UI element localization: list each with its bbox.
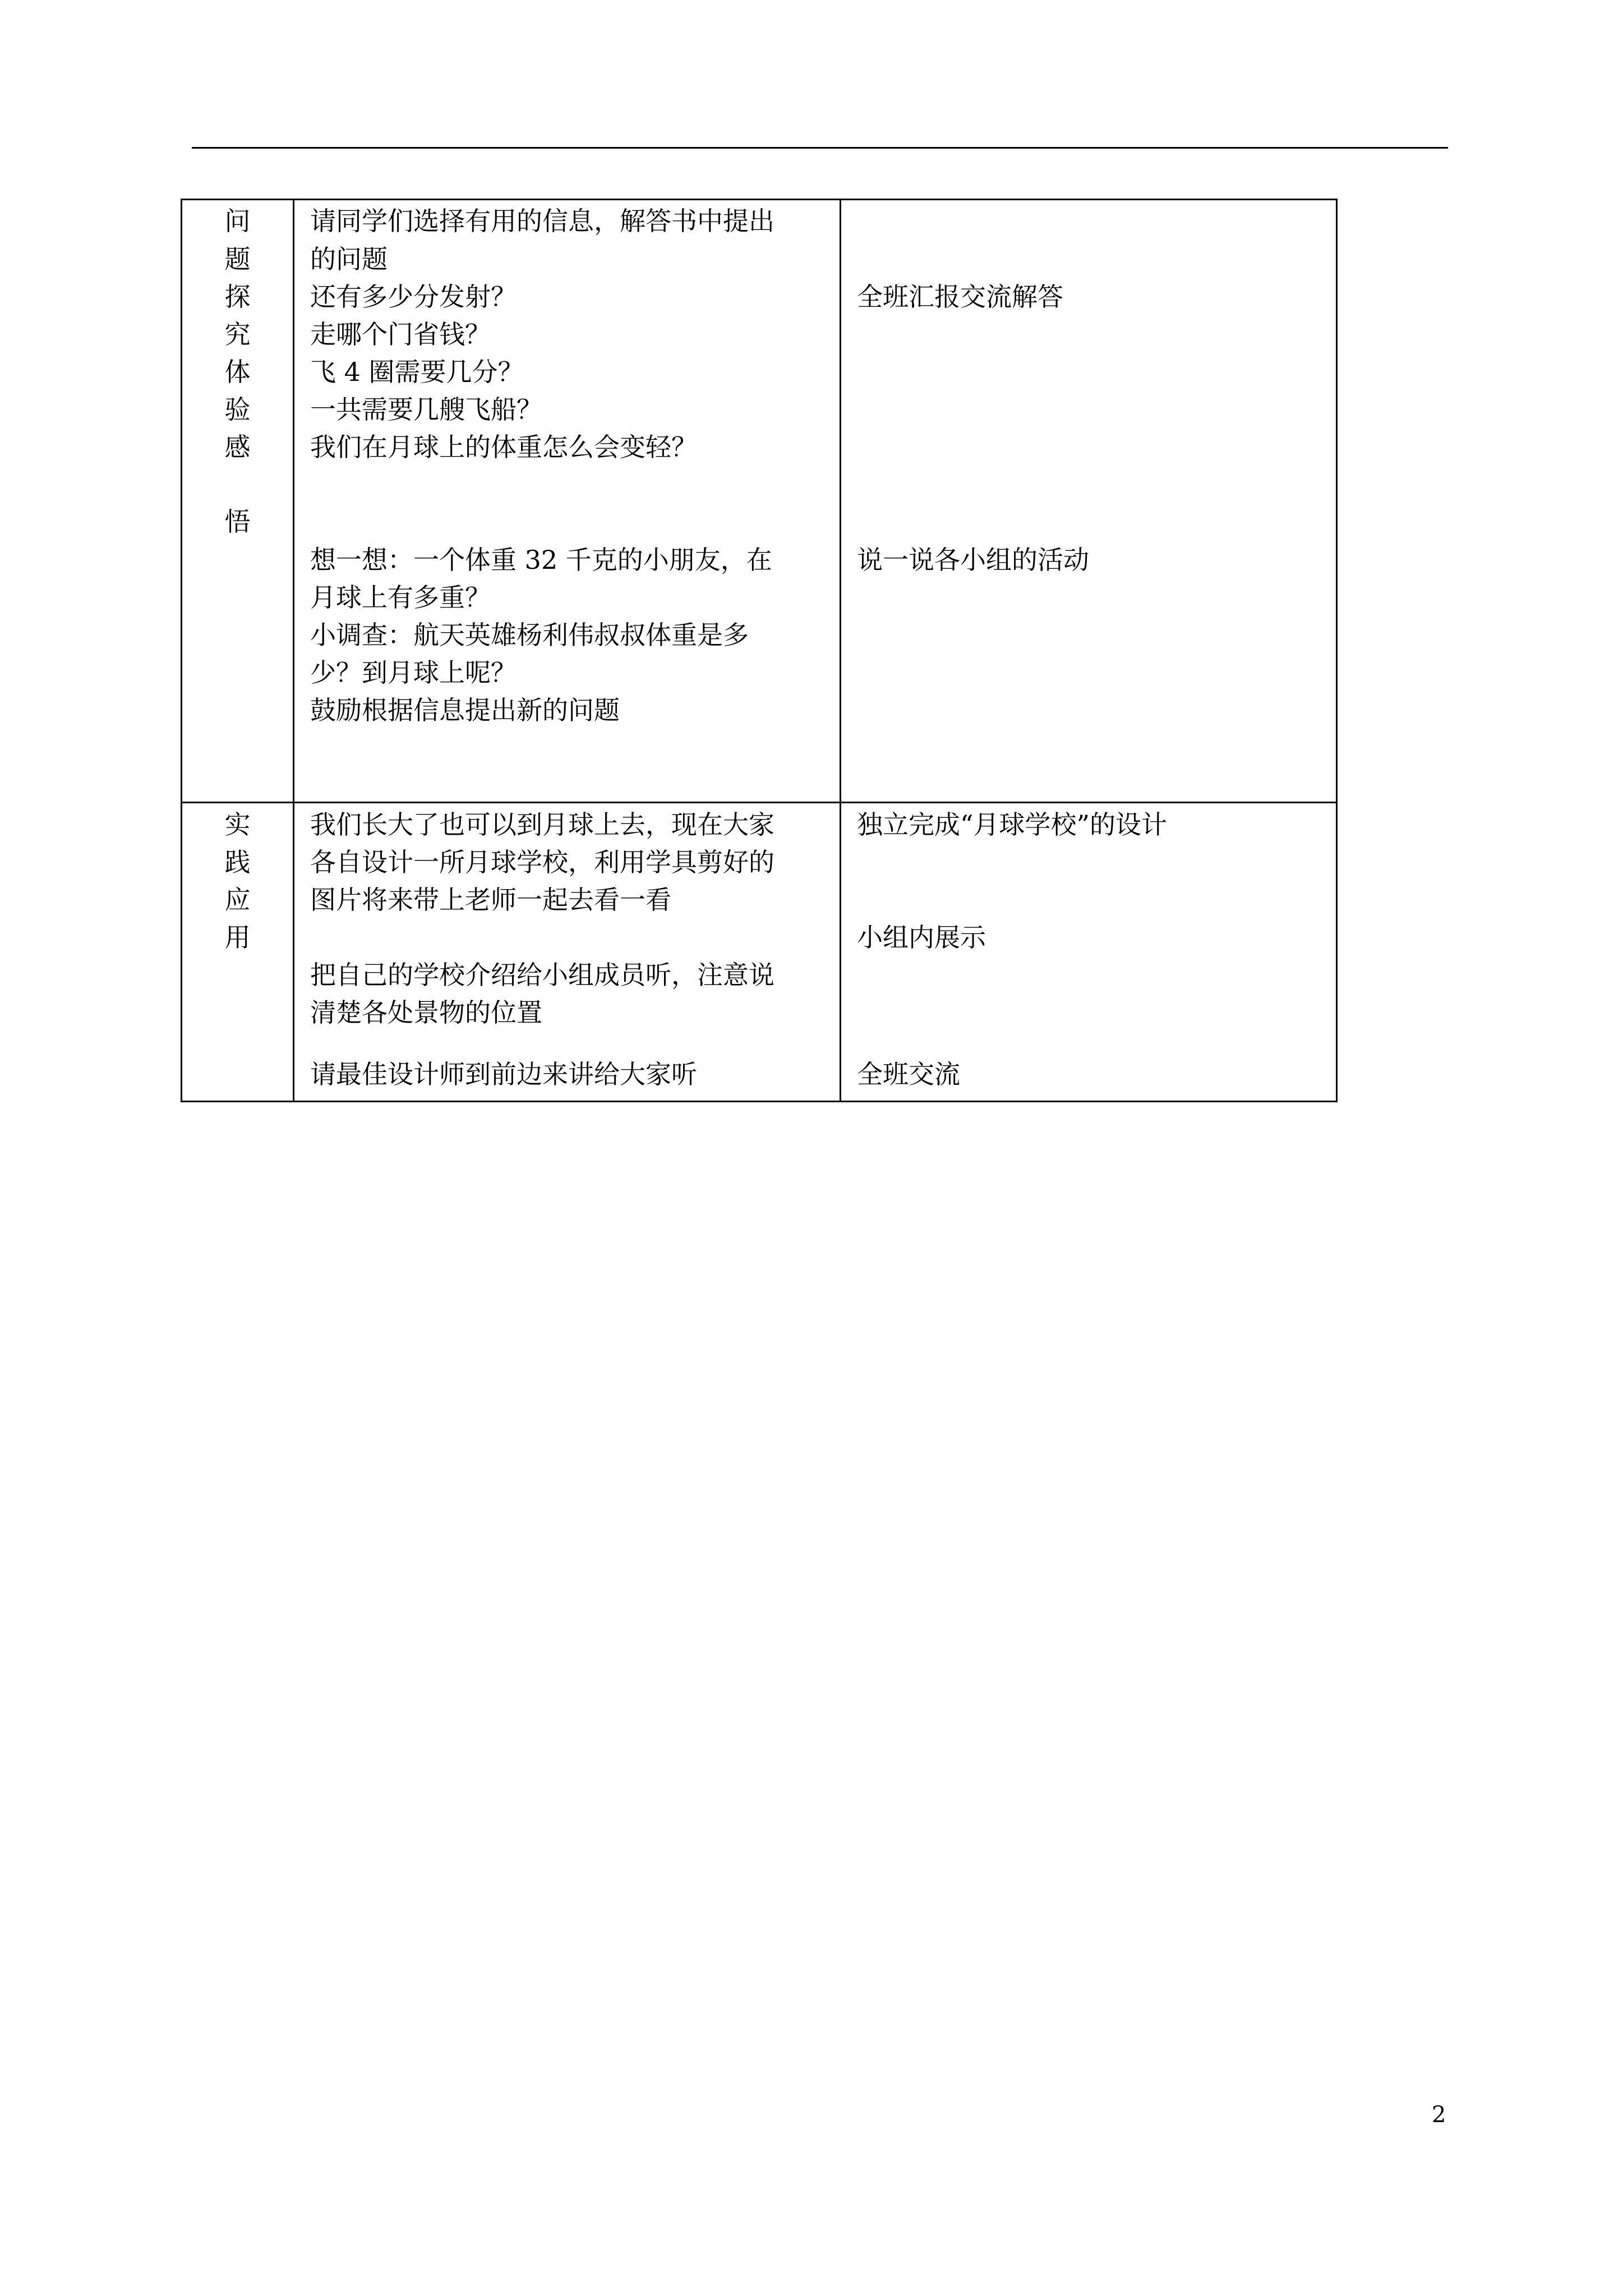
student-activity-cell xyxy=(841,803,1336,1101)
student-activity-cell xyxy=(841,200,1336,802)
teacher-activity-cell xyxy=(294,803,841,1101)
stage-cell xyxy=(182,200,294,802)
student-line: 小组内展示 xyxy=(857,922,986,953)
teacher-line: 我们在月球上的体重怎么会变轻？ xyxy=(310,432,697,462)
teacher-line: 想一想：一个体重 32 千克的小朋友，在 xyxy=(310,545,772,575)
header-rule xyxy=(192,147,1448,149)
stage-char: 践 xyxy=(224,847,251,877)
student-line: 独立完成“月球学校”的设计 xyxy=(857,809,1168,840)
teacher-line: 飞 4 圈需要几分？ xyxy=(310,357,524,387)
teacher-line: 清楚各处景物的位置 xyxy=(310,997,542,1028)
teacher-line: 走哪个门省钱？ xyxy=(310,319,491,349)
teacher-line: 少？到月球上呢？ xyxy=(310,657,517,688)
teacher-line: 的问题 xyxy=(310,244,388,274)
stage-char: 探 xyxy=(224,282,251,312)
student-line: 全班汇报交流解答 xyxy=(857,282,1063,312)
teacher-line: 请最佳设计师到前边来讲给大家听 xyxy=(310,1059,697,1089)
stage-char: 用 xyxy=(224,922,251,953)
stage-char: 究 xyxy=(224,319,251,349)
teacher-line: 各自设计一所月球学校，利用学具剪好的 xyxy=(310,847,774,877)
page-number: 2 xyxy=(1432,2102,1446,2128)
stage-char: 问 xyxy=(224,206,251,236)
teacher-activity-cell xyxy=(294,200,841,802)
teacher-line: 我们长大了也可以到月球上去，现在大家 xyxy=(310,809,774,840)
teacher-line: 一共需要几艘飞船？ xyxy=(310,394,542,425)
stage-cell xyxy=(182,803,294,1101)
teacher-line: 还有多少分发射？ xyxy=(310,282,517,312)
table-row-practice-application xyxy=(182,802,1336,1101)
stage-char: 感 xyxy=(224,432,251,462)
stage-char: 悟 xyxy=(224,507,251,537)
stage-char: 应 xyxy=(224,885,251,915)
stage-char: 题 xyxy=(224,244,251,274)
stage-char: 实 xyxy=(224,809,251,840)
table-row-problem-exploration xyxy=(182,200,1336,802)
student-line: 全班交流 xyxy=(857,1059,960,1089)
teacher-line: 小调查：航天英雄杨利伟叔叔体重是多 xyxy=(310,620,749,650)
stage-char: 验 xyxy=(224,394,251,425)
teacher-line: 把自己的学校介绍给小组成员听，注意说 xyxy=(310,960,774,990)
stage-char: 体 xyxy=(224,357,251,387)
teacher-line: 请同学们选择有用的信息，解答书中提出 xyxy=(310,206,774,236)
student-line: 说一说各小组的活动 xyxy=(857,545,1089,575)
teacher-line: 鼓励根据信息提出新的问题 xyxy=(310,695,620,725)
lesson-table xyxy=(181,199,1338,1102)
teacher-line: 月球上有多重？ xyxy=(310,582,491,613)
teacher-line: 图片将来带上老师一起去看一看 xyxy=(310,885,671,915)
